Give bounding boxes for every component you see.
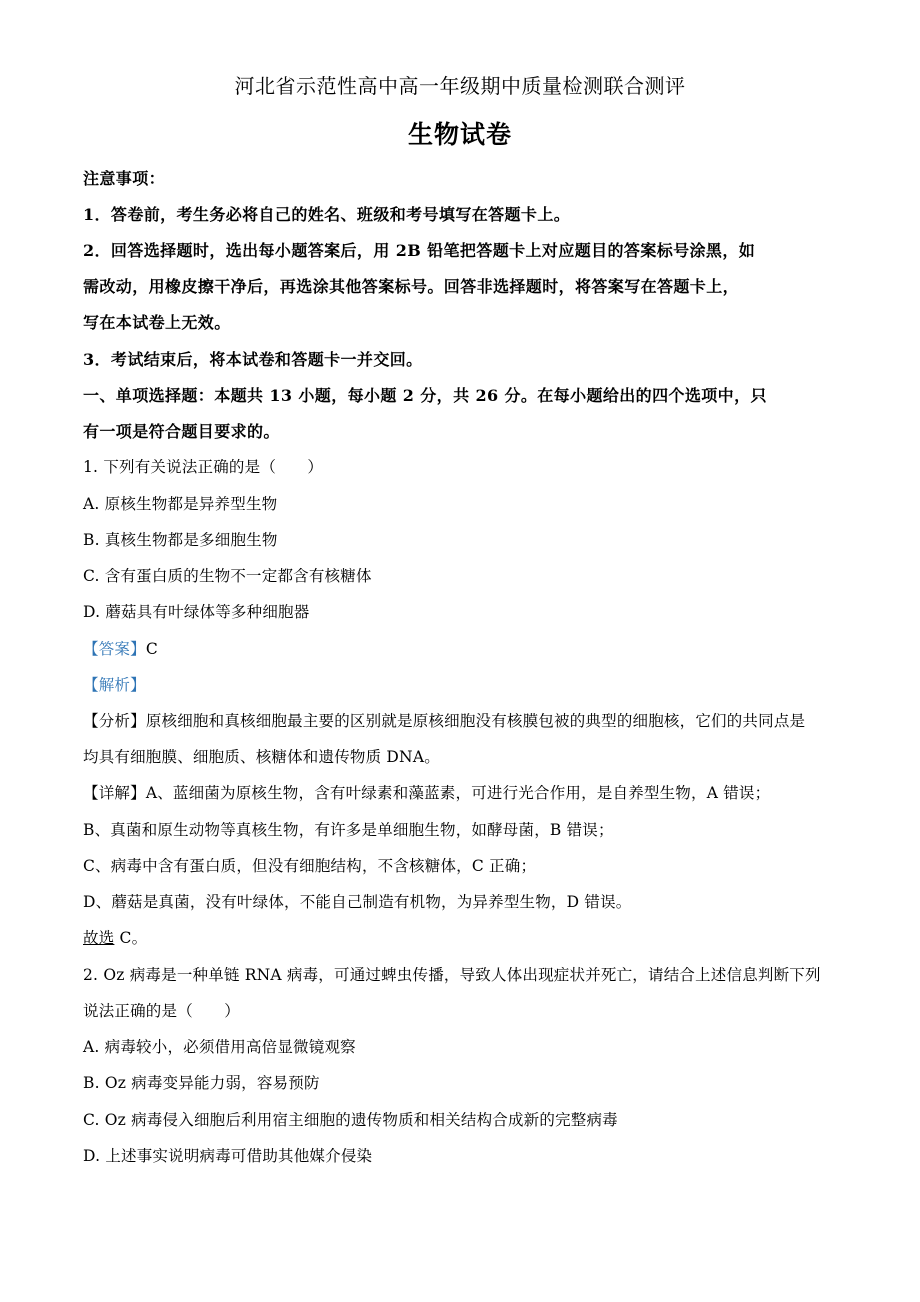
answer-tag: 【答案】	[83, 640, 146, 658]
question-1-option-c: C. 含有蛋白质的生物不一定都含有核糖体	[83, 567, 372, 585]
note-item-2-cont2: 写在本试卷上无效。	[83, 313, 231, 332]
xiangjie-line-b: B、真菌和原生动物等真核生物，有许多是单细胞生物，如酵母菌，B 错误；	[83, 821, 614, 839]
question-2-stem: 2. Oz 病毒是一种单链 RNA 病毒，可通过蜱虫传播，导致人体出现症状并死亡，请结合上述信息判断下列	[83, 966, 821, 984]
exam-title: 河北省示范性高中高一年级期中质量检测联合测评	[234, 74, 686, 98]
section-heading: 一、单项选择题：本题共 13 小题，每小题 2 分，共 26 分。在每小题给出的四个选项中，只	[83, 386, 767, 405]
question-1-stem: 1. 下列有关说法正确的是（ ）	[83, 458, 324, 476]
xiangjie-tag: 【详解】	[83, 784, 146, 802]
answer-value: C	[145, 640, 158, 658]
question-1-conclusion	[83, 927, 147, 949]
xiangjie-line-c: C、病毒中含有蛋白质，但没有细胞结构，不含核糖体，C 正确；	[83, 857, 537, 875]
question-2-option-a: A. 病毒较小，必须借用高倍显微镜观察	[83, 1038, 356, 1056]
fenxi-text: 原核细胞和真核细胞最主要的区别就是原核细胞没有核膜包被的典型的细胞核，它们的共同点是	[145, 712, 806, 730]
question-1-answer	[83, 638, 158, 660]
xiangjie-line-d: D、蘑菇是真菌，没有叶绿体，不能自己制造有机物，为异养型生物，D 错误。	[83, 893, 632, 911]
question-1-option-b: B. 真核生物都是多细胞生物	[83, 531, 278, 549]
conclusion-value: C。	[114, 929, 148, 947]
question-2-option-b: B. Oz 病毒变异能力弱，容易预防	[83, 1074, 320, 1092]
note-item-3: 3．考试结束后，将本试卷和答题卡一并交回。	[83, 350, 423, 369]
question-1-fenxi	[83, 710, 805, 732]
question-1-analysis-tag	[83, 674, 146, 696]
analysis-tag: 【解析】	[83, 676, 146, 694]
xiangjie-line-a: A、蓝细菌为原核生物，含有叶绿素和藻蓝素，可进行光合作用，是自养型生物，A 错误；	[145, 784, 771, 802]
conclusion-prefix: 故选	[83, 929, 115, 947]
question-1-xiangjie	[83, 782, 770, 804]
note-item-1: 1．答卷前，考生务必将自己的姓名、班级和考号填写在答题卡上。	[83, 205, 571, 224]
question-2-stem-cont: 说法正确的是（ ）	[83, 1002, 241, 1020]
note-item-2: 2．回答选择题时，选出每小题答案后，用 2B 铅笔把答题卡上对应题目的答案标号涂黑，如	[83, 241, 756, 260]
fenxi-tag: 【分析】	[83, 712, 146, 730]
question-2-option-d: D. 上述事实说明病毒可借助其他媒介侵染	[83, 1147, 373, 1165]
question-1-option-d: D. 蘑菇具有叶绿体等多种细胞器	[83, 603, 310, 621]
subject-title: 生物试卷	[407, 120, 512, 149]
section-heading-cont: 有一项是符合题目要求的。	[83, 422, 280, 441]
question-2-option-c: C. Oz 病毒侵入细胞后利用宿主细胞的遗传物质和相关结构合成新的完整病毒	[83, 1111, 618, 1129]
note-item-2-cont: 需改动，用橡皮擦干净后，再选涂其他答案标号。回答非选择题时，将答案写在答题卡上，	[83, 277, 740, 296]
question-1-fenxi-cont: 均具有细胞膜、细胞质、核糖体和遗传物质 DNA。	[83, 748, 440, 766]
notes-heading: 注意事项：	[83, 169, 166, 188]
question-1-option-a: A. 原核生物都是异养型生物	[83, 495, 278, 513]
